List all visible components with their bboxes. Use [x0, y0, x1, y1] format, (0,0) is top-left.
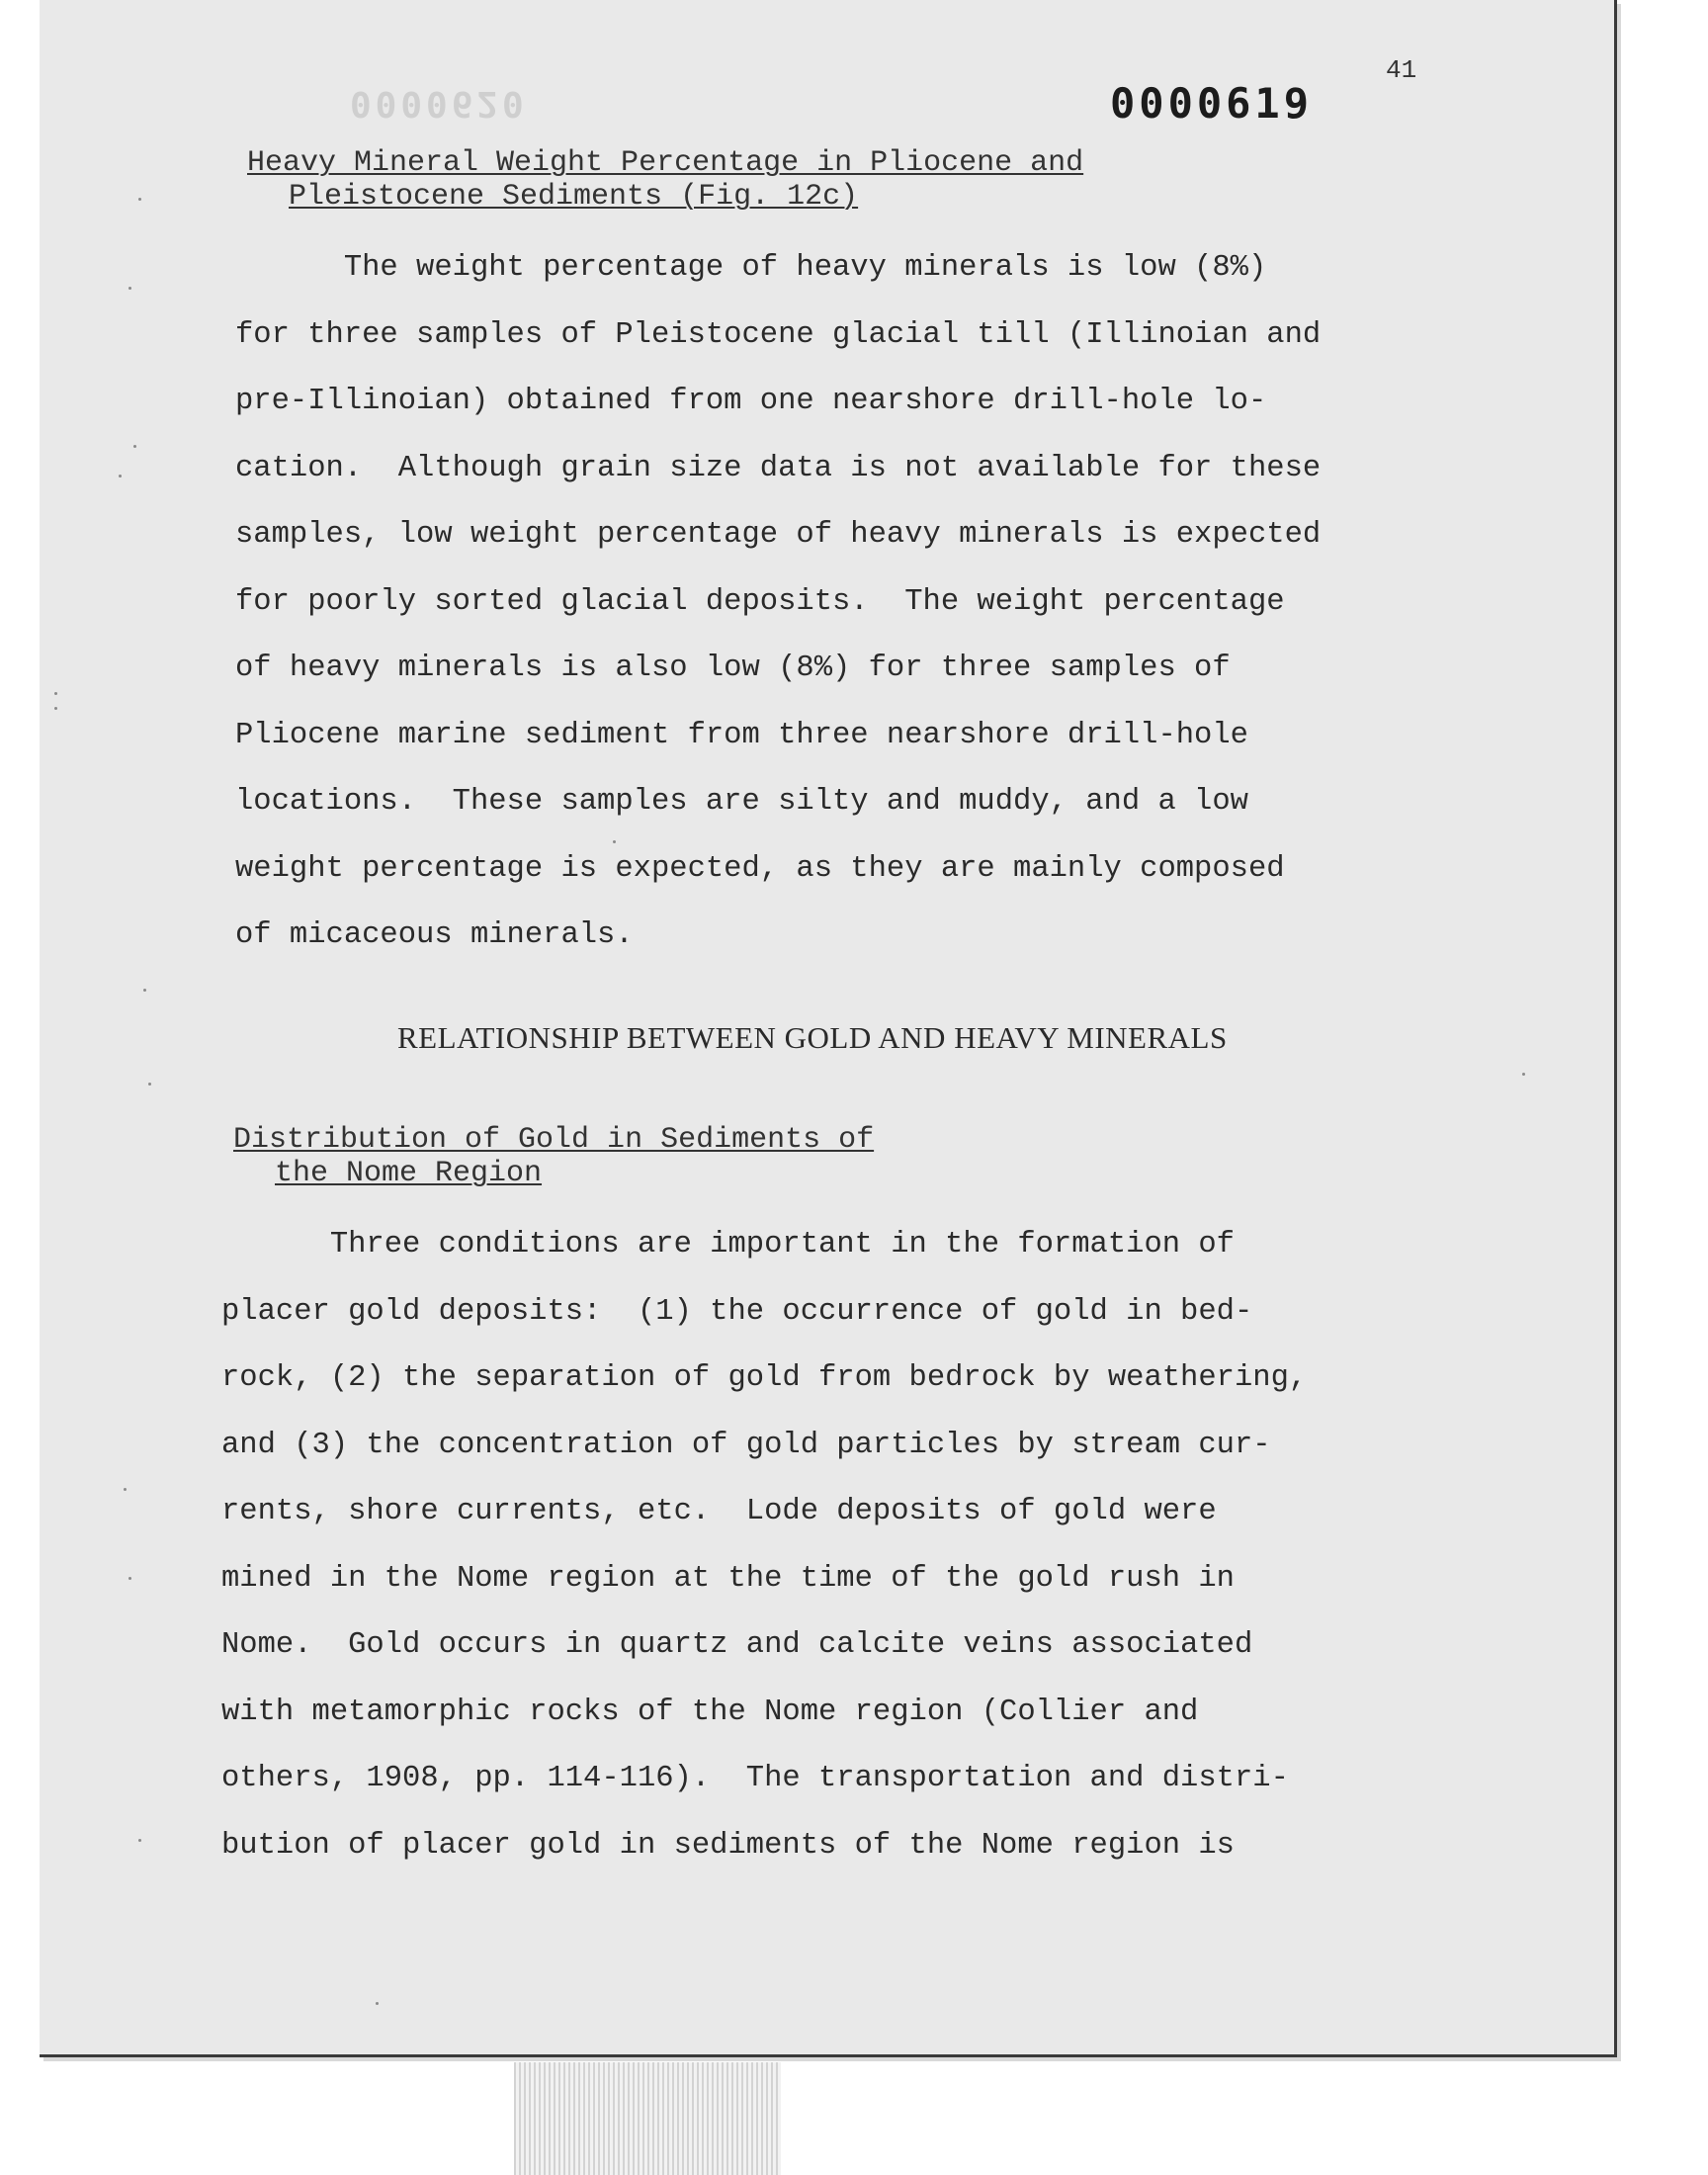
- scan-speck: [1522, 1073, 1525, 1076]
- scan-speck: [128, 287, 131, 290]
- scan-speck: [54, 707, 57, 710]
- scan-speck: [376, 2002, 379, 2005]
- paragraph-heavy-mineral: [235, 235, 1321, 970]
- section-heading-gold-distribution: [233, 1123, 874, 1190]
- text-line: with metamorphic rocks of the Nome region (Collier and: [221, 1695, 1199, 1729]
- text-line: pre-Illinoian) obtained from one nearshore drill-hole lo-: [235, 385, 1267, 418]
- text-line: Three conditions are important in the formation of: [221, 1228, 1235, 1262]
- text-line: for three samples of Pleistocene glacial till (Illinoian and: [235, 317, 1322, 352]
- text-line: placer gold deposits: (1) the occurrence of gold in bed-: [221, 1294, 1253, 1329]
- scan-speck: [138, 198, 141, 201]
- page-number: 41: [1386, 55, 1417, 85]
- scan-speck: [133, 445, 136, 448]
- scan-speck: [143, 989, 146, 992]
- text-line: bution of placer gold in sediments of the Nome region is: [221, 1828, 1235, 1863]
- text-line: mined in the Nome region at the time of the gold rush in: [221, 1561, 1235, 1596]
- section-title-gold-heavy-minerals: RELATIONSHIP BETWEEN GOLD AND HEAVY MINERALS: [397, 1020, 1228, 1055]
- scan-speck: [138, 1839, 141, 1842]
- document-stamp: 0000619: [1110, 79, 1314, 128]
- text-line: and (3) the concentration of gold particles by stream cur-: [221, 1428, 1271, 1462]
- text-line: of heavy minerals is also low (8%) for three samples of: [235, 652, 1231, 685]
- text-line: Nome. Gold occurs in quartz and calcite veins associated: [221, 1628, 1253, 1662]
- text-line: The weight percentage of heavy minerals is low (8%): [235, 251, 1267, 285]
- scan-speck: [613, 840, 616, 843]
- text-line: Pliocene marine sediment from three nearshore drill-hole: [235, 718, 1248, 752]
- text-line: of micaceous minerals.: [235, 918, 634, 952]
- text-line: rock, (2) the separation of gold from bedrock by weathering,: [221, 1361, 1308, 1395]
- text-line: weight percentage is expected, as they are mainly composed: [235, 851, 1285, 886]
- heading-line-2: the Nome Region: [275, 1157, 543, 1190]
- text-line: locations. These samples are silty and muddy, and a low: [235, 785, 1248, 819]
- scan-speck: [124, 1488, 127, 1491]
- heading-line-1: Distribution of Gold in Sediments of: [233, 1123, 875, 1157]
- scan-speck: [128, 1577, 131, 1580]
- text-line: for poorly sorted glacial deposits. The weight percentage: [235, 584, 1285, 619]
- text-line: rents, shore currents, etc. Lode deposits of gold were: [221, 1495, 1217, 1528]
- scan-speck: [119, 475, 122, 478]
- text-line: cation. Although grain size data is not available for these: [235, 451, 1322, 485]
- scan-artifact-strip: [514, 2062, 781, 2175]
- section-heading-heavy-mineral: [247, 146, 1083, 214]
- heading-line-1: Heavy Mineral Weight Percentage in Pliocene and: [247, 146, 1084, 180]
- scan-speck: [54, 692, 57, 695]
- stamp-faded: 0000620: [350, 83, 528, 124]
- text-line: samples, low weight percentage of heavy minerals is expected: [235, 518, 1322, 552]
- scan-speck: [148, 1083, 151, 1086]
- heading-line-2: Pleistocene Sediments (Fig. 12c): [289, 180, 859, 214]
- text-line: others, 1908, pp. 114-116). The transportation and distri-: [221, 1762, 1289, 1795]
- paragraph-gold-distribution: [221, 1212, 1307, 1879]
